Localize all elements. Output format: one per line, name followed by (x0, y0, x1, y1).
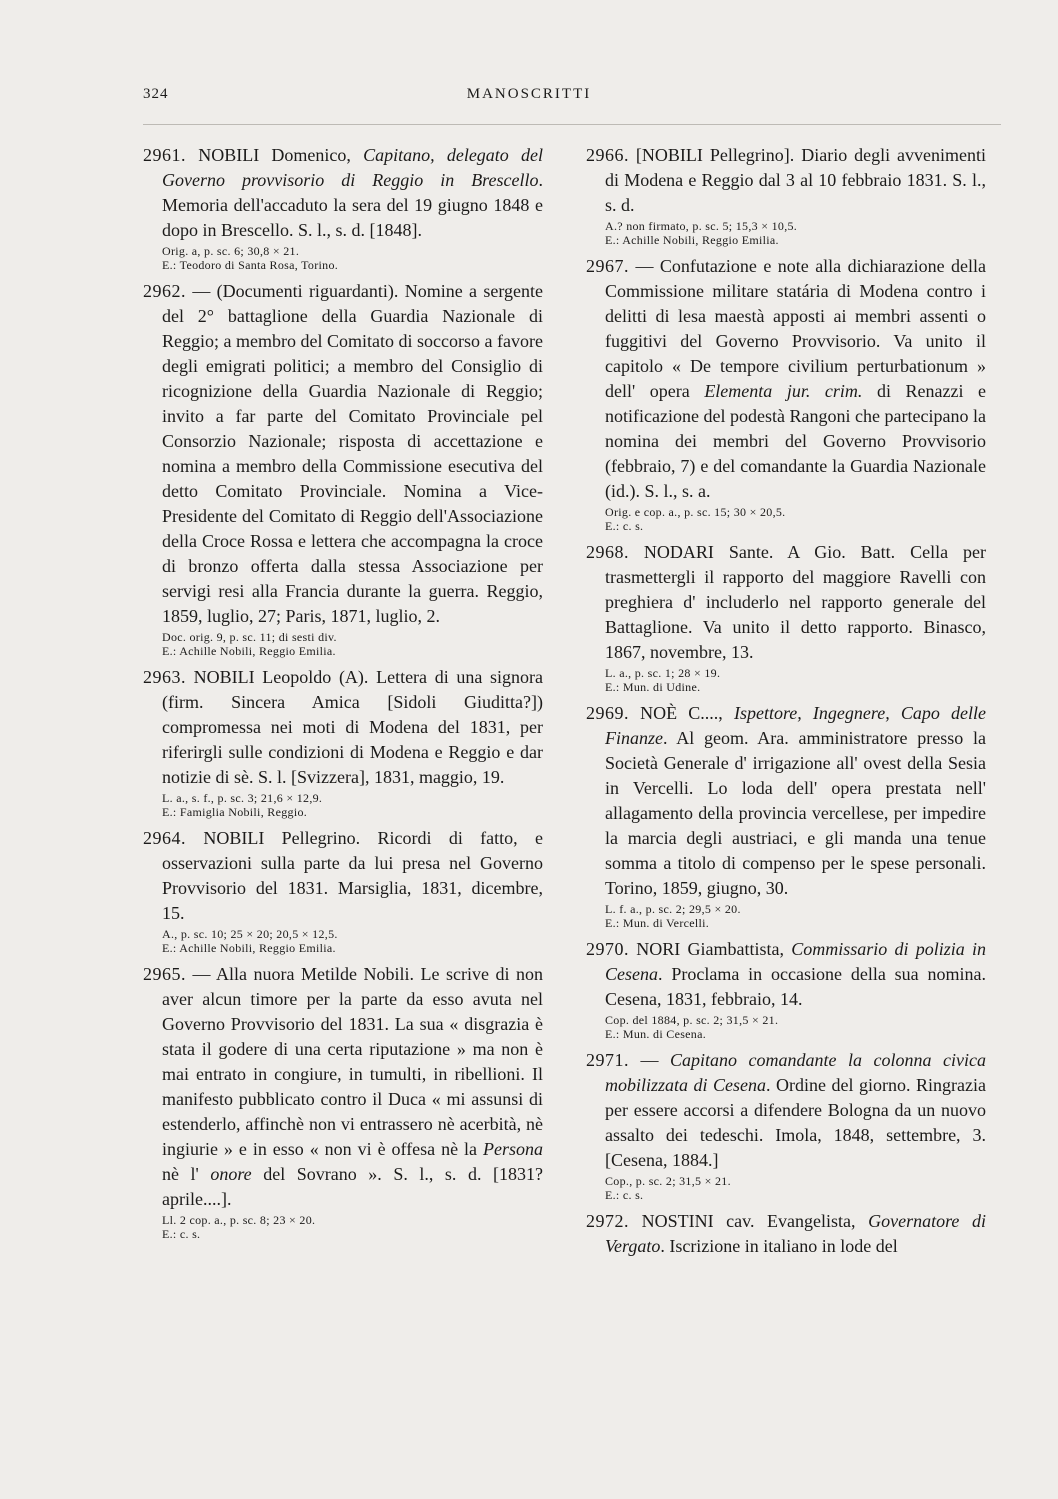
catalog-entry (586, 143, 986, 247)
entry-body-text: di Renazzi e notificazione del podestà Rangoni che partecipano la nomina dei membri del Governo Provvisorio (febbraio, 7) e del comandante la Guardia Nazionale (id.). S. l., s. a. (605, 381, 986, 501)
entry-body-text: NORI Giambattista, (629, 939, 792, 959)
entry-notes (143, 630, 543, 658)
catalog-entry (586, 540, 986, 694)
header-rule (143, 124, 1001, 125)
catalog-entry (143, 826, 543, 955)
left-column (143, 143, 543, 1248)
entry-number: 2966. (586, 145, 629, 165)
entry-text (143, 826, 543, 926)
entry-number: 2964. (143, 828, 186, 848)
entry-text (143, 962, 543, 1212)
entry-italic-text: Persona (483, 1139, 543, 1159)
page-header (0, 86, 1058, 114)
entry-description-note: L. f. a., p. sc. 2; 29,5 × 20. (605, 902, 741, 916)
catalog-entry (586, 254, 986, 533)
entry-number: 2962. (143, 281, 186, 301)
entry-notes (586, 219, 986, 247)
entry-body-text: . Proclama in occasione della sua nomina. Cesena, 1831, febbraio, 14. (605, 964, 986, 1009)
catalog-entry (586, 1209, 986, 1259)
entry-body-text: . Iscrizione in italiano in lode del (660, 1236, 898, 1256)
right-column (586, 143, 986, 1266)
entry-description-note: A., p. sc. 10; 25 × 20; 20,5 × 12,5. (162, 927, 338, 941)
entry-body-text: NOBILI Leopoldo (A). Lettera di una signora (firm. Sincera Amica [Sidoli Giuditta?]) compromessa nei moti di Modena del 1831, per riferirgli sulle condizioni di Modena e Reggio e dar notizie di sè. S. l. [Svizzera], 1831, maggio, 19. (162, 667, 543, 787)
entry-italic-text: onore (210, 1164, 252, 1184)
entry-text (143, 279, 543, 629)
entry-notes (586, 1013, 986, 1041)
entry-owner-note: E.: Achille Nobili, Reggio Emilia. (162, 941, 336, 955)
entry-owner-note: E.: c. s. (162, 1227, 201, 1241)
entry-text (143, 665, 543, 790)
entry-notes (143, 1213, 543, 1241)
entry-text (586, 143, 986, 218)
entry-owner-note: E.: Mun. di Vercelli. (605, 916, 710, 930)
entry-body-text: NOSTINI cav. Evangelista, (629, 1211, 869, 1231)
entry-text (586, 1048, 986, 1173)
entry-text (143, 143, 543, 243)
entry-body-text: — Alla nuora Metilde Nobili. Le scrive di non aver alcun timore per la parte da esso avuta nel Governo Provvisorio del 1831. La sua « disgrazia è stata il godere di una certa riputazione » ma non è mai entrato in congiure, in tumulti, in ribellioni. Il manifesto pubblicato contro il Duca « mi assunsi di estenderlo, affinchè non vi entrassero nè acerbità, nè ingiurie » e in esso « non vi è offesa nè la (162, 964, 543, 1159)
page-number: 324 (143, 86, 169, 102)
catalog-entry (143, 962, 543, 1241)
entry-body-text: . Al geom. Ara. amministratore presso la Società Generale d' irrigazione all' ovest della Sesia in Vercelli. Lo loda dell' opera prestata nell' allagamento della provincia vercellese, per impedire la marcia degli austriaci, e gli manda una tenue somma a titolo di compenso per le spese personali. Torino, 1859, giugno, 30. (605, 728, 986, 898)
entry-body-text: — (Documenti riguardanti). Nomine a sergente del 2° battaglione della Guardia Nazionale di Reggio; a membro del Comitato di soccorso a favore degli emigrati politici; a membro del Consiglio di ricognizione della Guardia Nazionale di Reggio; invito a far parte del Comitato Provinciale pel Consorzio Nazionale; risposta di accettazione e nomina a membro della Commissione esecutiva del detto Comitato Provinciale. Nomina a Vice-Presidente del Comitato di Reggio dell'Associazione della Croce Rossa e lettera che accompagna la croce di bronzo offerta dalla stessa Associazione per servigi resi alla Francia durante la guerra. Reggio, 1859, luglio, 27; Paris, 1871, luglio, 2. (162, 281, 543, 626)
entry-number: 2961. (143, 145, 186, 165)
entry-notes (586, 1174, 986, 1202)
entry-description-note: L. a., p. sc. 1; 28 × 19. (605, 666, 721, 680)
entry-text (586, 1209, 986, 1259)
entry-number: 2972. (586, 1211, 629, 1231)
entry-number: 2965. (143, 964, 186, 984)
entry-body-text: NOBILI Domenico, (186, 145, 364, 165)
entry-description-note: Cop., p. sc. 2; 31,5 × 21. (605, 1174, 731, 1188)
entry-number: 2967. (586, 256, 629, 276)
entry-notes (586, 505, 986, 533)
catalog-entry (586, 1048, 986, 1202)
entry-italic-text: Governatore di Vergato (605, 1211, 987, 1256)
entry-notes (143, 927, 543, 955)
catalog-entry (586, 701, 986, 930)
entry-body-text: — (629, 1050, 671, 1070)
entry-description-note: Orig. a, p. sc. 6; 30,8 × 21. (162, 244, 300, 258)
entry-number: 2970. (586, 939, 629, 959)
entry-notes (586, 666, 986, 694)
catalog-entry (586, 937, 986, 1041)
entry-text (586, 701, 986, 901)
entry-italic-text: Ispettore, Ingegnere, Capo delle Finanze (605, 703, 986, 748)
entry-description-note: Ll. 2 cop. a., p. sc. 8; 23 × 20. (162, 1213, 316, 1227)
entry-text (586, 254, 986, 504)
entry-description-note: L. a., s. f., p. sc. 3; 21,6 × 12,9. (162, 791, 323, 805)
entry-italic-text: Elementa jur. crim. (704, 381, 863, 401)
entry-body-text: . Ordine del giorno. Ringrazia per essere accorsi a difendere Bologna da un nuovo assalto dei tedeschi. Imola, 1848, settembre, 3. [Cesena, 1884.] (605, 1075, 986, 1170)
entry-body-text: [NOBILI Pellegrino]. Diario degli avvenimenti di Modena e Reggio dal 3 al 10 febbraio 1831. S. l., s. d. (605, 145, 986, 215)
entry-owner-note: E.: Mun. di Cesena. (605, 1027, 707, 1041)
entry-body-text: NODARI Sante. A Gio. Batt. Cella per trasmettergli il rapporto del maggiore Ravelli con preghiera d' includerlo nel rapporto generale del Battaglione. Va unito il detto rapporto. Binasco, 1867, novembre, 13. (605, 542, 986, 662)
entry-owner-note: E.: c. s. (605, 519, 644, 533)
entry-owner-note: E.: Achille Nobili, Reggio Emilia. (605, 233, 779, 247)
entry-description-note: Cop. del 1884, p. sc. 2; 31,5 × 21. (605, 1013, 779, 1027)
entry-number: 2963. (143, 667, 186, 687)
catalog-entry (143, 665, 543, 819)
running-title: MANOSCRITTI (466, 86, 592, 102)
entry-text (586, 540, 986, 665)
entry-description-note: A.? non firmato, p. sc. 5; 15,3 × 10,5. (605, 219, 798, 233)
entry-italic-text: Commissario di polizia in Cesena (605, 939, 986, 984)
entry-description-note: Orig. e cop. a., p. sc. 15; 30 × 20,5. (605, 505, 786, 519)
entry-description-note: Doc. orig. 9, p. sc. 11; di sesti div. (162, 630, 337, 644)
entry-owner-note: E.: Mun. di Udine. (605, 680, 701, 694)
entry-italic-text: Capitano, delegato del Governo provvisorio di Reggio in Brescello (162, 145, 544, 190)
entry-body-text: NOBILI Pellegrino. Ricordi di fatto, e osservazioni sulla parte da lui presa nel Governo Provvisorio del 1831. Marsiglia, 1831, dicembre, 15. (162, 828, 543, 923)
entry-notes (586, 902, 986, 930)
entry-body-text: del Sovrano ». S. l., s. d. [1831? aprile....]. (162, 1164, 544, 1209)
entry-number: 2969. (586, 703, 629, 723)
entry-body-text: — Confutazione e note alla dichiarazione della Commissione militare statária di Modena contro i delitti di lesa maestà apposti ai membri assenti o fuggitivi del Governo Provvisorio. Va unito il capitolo « De tempore civilium perturbationum » dell' opera (605, 256, 986, 401)
entry-body-text: nè l' (162, 1164, 211, 1184)
entry-number: 2968. (586, 542, 629, 562)
entry-italic-text: Capitano comandante la colonna civica mobilizzata di Cesena (605, 1050, 986, 1095)
entry-owner-note: E.: c. s. (605, 1188, 644, 1202)
entry-notes (143, 244, 543, 272)
entry-notes (143, 791, 543, 819)
entry-number: 2971. (586, 1050, 629, 1070)
entry-owner-note: E.: Achille Nobili, Reggio Emilia. (162, 644, 336, 658)
catalog-entry (143, 143, 543, 272)
catalog-entry (143, 279, 543, 658)
entry-owner-note: E.: Teodoro di Santa Rosa, Torino. (162, 258, 339, 272)
entry-body-text: NOÈ C...., (629, 703, 734, 723)
entry-body-text: . Memoria dell'accaduto la sera del 19 giugno 1848 e dopo in Brescello. S. l., s. d. [1848]. (162, 170, 543, 240)
entry-text (586, 937, 986, 1012)
entry-owner-note: E.: Famiglia Nobili, Reggio. (162, 805, 308, 819)
